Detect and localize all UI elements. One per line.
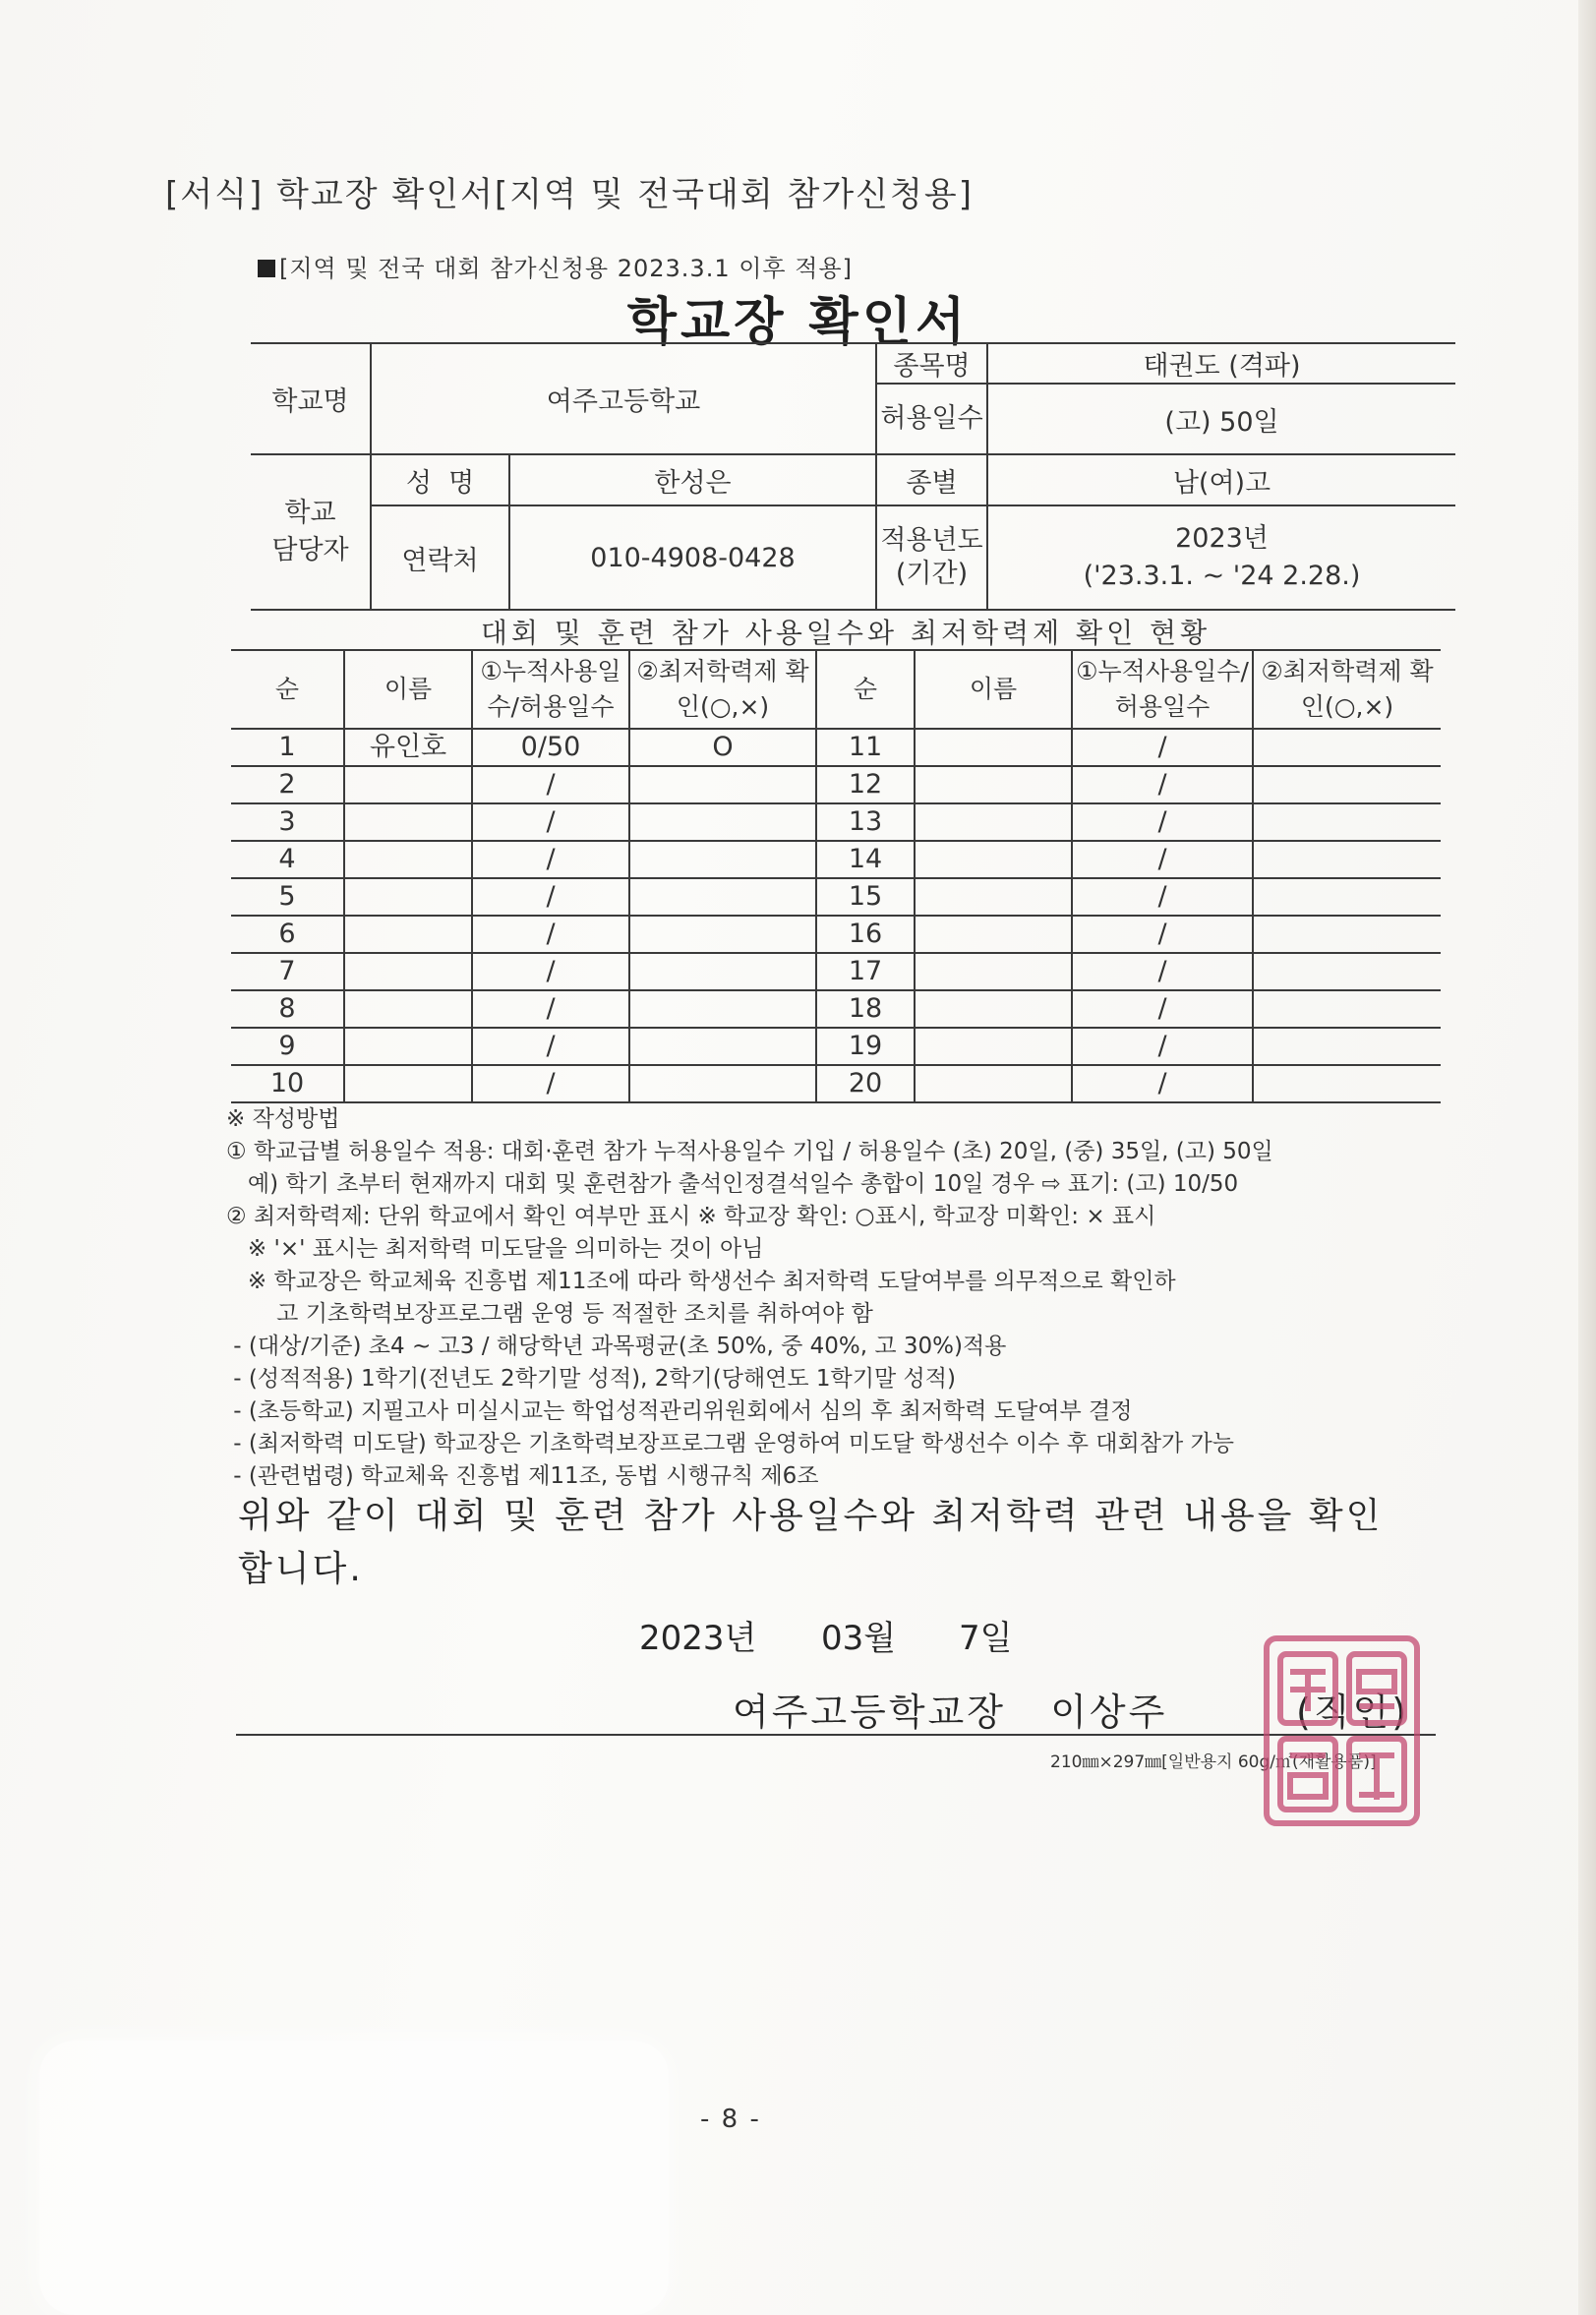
apply-note-text: [지역 및 전국 대회 참가신청용 2023.3.1 이후 적용] bbox=[279, 255, 853, 282]
contact-label: 연락처 bbox=[371, 505, 509, 610]
table-row bbox=[231, 729, 1441, 766]
row-days-left: / bbox=[472, 1028, 629, 1065]
info-table bbox=[251, 342, 1455, 611]
date-day: 7일 bbox=[959, 1619, 1013, 1658]
row-name-left bbox=[344, 1065, 472, 1102]
instruction-line: ① 학교급별 허용일수 적용: 대회·훈련 참가 누적사용일수 기입 / 허용일수 (초) 20일, (중) 35일, (고) 50일 bbox=[226, 1139, 1273, 1164]
row-name-right bbox=[915, 990, 1072, 1028]
row-name-right bbox=[915, 878, 1072, 916]
confirmation-line-1: 위와 같이 대회 및 훈련 참가 사용일수와 최저학력 관련 내용을 확인 bbox=[238, 1496, 1384, 1536]
status-body bbox=[231, 729, 1441, 1102]
table-row bbox=[231, 916, 1441, 953]
row-name-left bbox=[344, 766, 472, 803]
instruction-line: ※ 작성방법 bbox=[226, 1106, 340, 1132]
row-minimum-left bbox=[629, 990, 816, 1028]
period-range: ('23.3.1. ~ '24 2.28.) bbox=[1083, 561, 1361, 591]
row-no-left: 2 bbox=[231, 766, 344, 803]
row-days-right: / bbox=[1072, 1028, 1253, 1065]
row-minimum-left bbox=[629, 916, 816, 953]
row-minimum-left bbox=[629, 1065, 816, 1102]
row-minimum-right bbox=[1253, 841, 1441, 878]
page-number: - 8 - bbox=[700, 2105, 761, 2134]
confirmation-statement bbox=[238, 1490, 1383, 1596]
instruction-line: 고 기초학력보장프로그램 운영 등 적절한 조치를 취하여야 함 bbox=[226, 1301, 873, 1327]
row-minimum-right bbox=[1253, 990, 1441, 1028]
allowed-value: (고) 50일 bbox=[987, 384, 1455, 454]
row-name-left: 유인호 bbox=[344, 729, 472, 766]
row-name-right bbox=[915, 916, 1072, 953]
row-no-right: 16 bbox=[816, 916, 915, 953]
gender-value: 남(여)고 bbox=[987, 454, 1455, 505]
row-no-left: 10 bbox=[231, 1065, 344, 1102]
row-minimum-right bbox=[1253, 729, 1441, 766]
row-no-left: 9 bbox=[231, 1028, 344, 1065]
row-no-right: 15 bbox=[816, 878, 915, 916]
row-no-right: 19 bbox=[816, 1028, 915, 1065]
table-row bbox=[231, 803, 1441, 841]
row-no-left: 4 bbox=[231, 841, 344, 878]
row-no-right: 17 bbox=[816, 953, 915, 990]
row-no-right: 12 bbox=[816, 766, 915, 803]
row-name-right bbox=[915, 803, 1072, 841]
status-header-row bbox=[231, 650, 1441, 729]
school-seal-stamp bbox=[1261, 1632, 1423, 1829]
row-name-left bbox=[344, 803, 472, 841]
row-name-left bbox=[344, 953, 472, 990]
row-name-left bbox=[344, 1028, 472, 1065]
event-label: 종목명 bbox=[876, 343, 987, 384]
table-row bbox=[231, 878, 1441, 916]
signer-name: 여주고등학교장 이상주 bbox=[733, 1691, 1168, 1734]
row-no-right: 11 bbox=[816, 729, 915, 766]
row-days-right: / bbox=[1072, 916, 1253, 953]
header-no-left: 순 bbox=[231, 650, 344, 729]
header-days-right: ①누적사용일수/허용일수 bbox=[1072, 650, 1253, 729]
row-days-right: / bbox=[1072, 1065, 1253, 1102]
paper-spec: 210㎜×297㎜[일반용지 60g/㎡(재활용품)] bbox=[1050, 1752, 1377, 1772]
row-name-right bbox=[915, 841, 1072, 878]
row-no-right: 13 bbox=[816, 803, 915, 841]
row-days-left: / bbox=[472, 916, 629, 953]
row-no-left: 7 bbox=[231, 953, 344, 990]
header-min-left: ②최저학력제 확인(○,×) bbox=[629, 650, 816, 729]
instruction-line: ※ 학교장은 학교체육 진흥법 제11조에 따라 학생선수 최저학력 도달여부를 의무적으로 확인하 bbox=[226, 1269, 1176, 1294]
square-bullet-icon bbox=[258, 260, 275, 277]
name-label: 성 명 bbox=[371, 454, 509, 505]
row-days-right: / bbox=[1072, 841, 1253, 878]
contact-value: 010-4908-0428 bbox=[509, 505, 876, 610]
table-row bbox=[231, 841, 1441, 878]
row-name-right bbox=[915, 729, 1072, 766]
row-minimum-left bbox=[629, 766, 816, 803]
instruction-line: 예) 학기 초부터 현재까지 대회 및 훈련참가 출석인정결석일수 총합이 10일 경우 ⇨ 표기: (고) 10/50 bbox=[226, 1171, 1239, 1197]
row-no-right: 14 bbox=[816, 841, 915, 878]
row-minimum-right bbox=[1253, 953, 1441, 990]
instruction-line: ※ '×' 표시는 최저학력 미도달을 의미하는 것이 아님 bbox=[226, 1236, 764, 1262]
row-days-left: / bbox=[472, 841, 629, 878]
date-year: 2023년 bbox=[639, 1619, 757, 1658]
row-days-right: / bbox=[1072, 953, 1253, 990]
school-label: 학교명 bbox=[251, 343, 371, 454]
row-minimum-right bbox=[1253, 803, 1441, 841]
row-minimum-left bbox=[629, 1028, 816, 1065]
row-minimum-left bbox=[629, 878, 816, 916]
row-name-right bbox=[915, 953, 1072, 990]
row-no-left: 3 bbox=[231, 803, 344, 841]
header-min-right: ②최저학력제 확인(○,×) bbox=[1253, 650, 1441, 729]
instruction-line: - (최저학력 미도달) 학교장은 기초학력보장프로그램 운영하여 미도달 학생선수 이수 후 대회참가 가능 bbox=[226, 1431, 1234, 1456]
instruction-line: ② 최저학력제: 단위 학교에서 확인 여부만 표시 ※ 학교장 확인: ○표시, 학교장 미확인: × 표시 bbox=[226, 1204, 1156, 1229]
row-days-left: / bbox=[472, 1065, 629, 1102]
row-name-right bbox=[915, 1028, 1072, 1065]
table-row bbox=[231, 953, 1441, 990]
document-title: 학교장 확인서 bbox=[626, 293, 970, 352]
row-minimum-left bbox=[629, 803, 816, 841]
row-name-right bbox=[915, 1065, 1072, 1102]
header-name-left: 이름 bbox=[344, 650, 472, 729]
row-days-right: / bbox=[1072, 766, 1253, 803]
row-no-left: 5 bbox=[231, 878, 344, 916]
status-title: 대회 및 훈련 참가 사용일수와 최저학력제 확인 현황 bbox=[480, 617, 1212, 649]
writing-instructions bbox=[226, 1103, 1273, 1493]
bottom-divider bbox=[236, 1734, 1436, 1736]
row-minimum-left: O bbox=[629, 729, 816, 766]
row-days-left: / bbox=[472, 803, 629, 841]
row-no-right: 20 bbox=[816, 1065, 915, 1102]
event-value: 태권도 (격파) bbox=[987, 343, 1455, 384]
row-minimum-right bbox=[1253, 878, 1441, 916]
row-minimum-left bbox=[629, 841, 816, 878]
row-days-left: / bbox=[472, 878, 629, 916]
row-days-left: 0/50 bbox=[472, 729, 629, 766]
apply-note bbox=[258, 249, 853, 283]
period-label: 적용년도 (기간) bbox=[876, 505, 987, 610]
confirmation-line-2: 합니다. bbox=[238, 1549, 364, 1589]
table-row bbox=[231, 1065, 1441, 1102]
header-no-right: 순 bbox=[816, 650, 915, 729]
row-name-left bbox=[344, 990, 472, 1028]
row-days-right: / bbox=[1072, 803, 1253, 841]
period-year: 2023년 bbox=[1175, 523, 1269, 554]
row-no-left: 8 bbox=[231, 990, 344, 1028]
name-value: 한성은 bbox=[509, 454, 876, 505]
instruction-line: - (초등학교) 지필고사 미실시교는 학업성적관리위원회에서 심의 후 최저학력 도달여부 결정 bbox=[226, 1398, 1133, 1424]
row-no-left: 6 bbox=[231, 916, 344, 953]
header-name-right: 이름 bbox=[915, 650, 1072, 729]
row-days-left: / bbox=[472, 766, 629, 803]
row-name-left bbox=[344, 916, 472, 953]
row-name-left bbox=[344, 878, 472, 916]
row-days-left: / bbox=[472, 990, 629, 1028]
row-days-right: / bbox=[1072, 990, 1253, 1028]
date-month: 03월 bbox=[821, 1619, 897, 1658]
row-minimum-right bbox=[1253, 916, 1441, 953]
instruction-line: - (대상/기준) 초4 ~ 고3 / 해당학년 과목평균(초 50%, 중 40%, 고 30%)적용 bbox=[226, 1334, 1007, 1359]
table-row bbox=[231, 1028, 1441, 1065]
row-name-left bbox=[344, 841, 472, 878]
row-minimum-right bbox=[1253, 1028, 1441, 1065]
row-name-right bbox=[915, 766, 1072, 803]
header-days-left: ①누적사용일수/허용일수 bbox=[472, 650, 629, 729]
school-value: 여주고등학교 bbox=[371, 343, 876, 454]
gender-label: 종별 bbox=[876, 454, 987, 505]
manager-label: 학교 담당자 bbox=[251, 454, 371, 610]
instruction-line: - (관련법령) 학교체육 진흥법 제11조, 동법 시행규칙 제6조 bbox=[226, 1463, 819, 1489]
row-days-right: / bbox=[1072, 878, 1253, 916]
row-no-left: 1 bbox=[231, 729, 344, 766]
table-row bbox=[231, 766, 1441, 803]
row-minimum-left bbox=[629, 953, 816, 990]
allowed-label: 허용일수 bbox=[876, 384, 987, 454]
form-tag: [서식] 학교장 확인서[지역 및 전국대회 참가신청용] bbox=[165, 175, 974, 214]
row-minimum-right bbox=[1253, 1065, 1441, 1102]
row-no-right: 18 bbox=[816, 990, 915, 1028]
seal-mark-label: (직인) bbox=[1296, 1691, 1410, 1734]
row-days-left: / bbox=[472, 953, 629, 990]
photo-glare bbox=[39, 2041, 669, 2315]
row-days-right: / bbox=[1072, 729, 1253, 766]
table-row bbox=[231, 990, 1441, 1028]
status-table bbox=[231, 649, 1441, 1103]
row-minimum-right bbox=[1253, 766, 1441, 803]
period-value bbox=[987, 505, 1455, 610]
instruction-line: - (성적적용) 1학기(전년도 2학기말 성적), 2학기(당해연도 1학기말 성적) bbox=[226, 1366, 956, 1392]
